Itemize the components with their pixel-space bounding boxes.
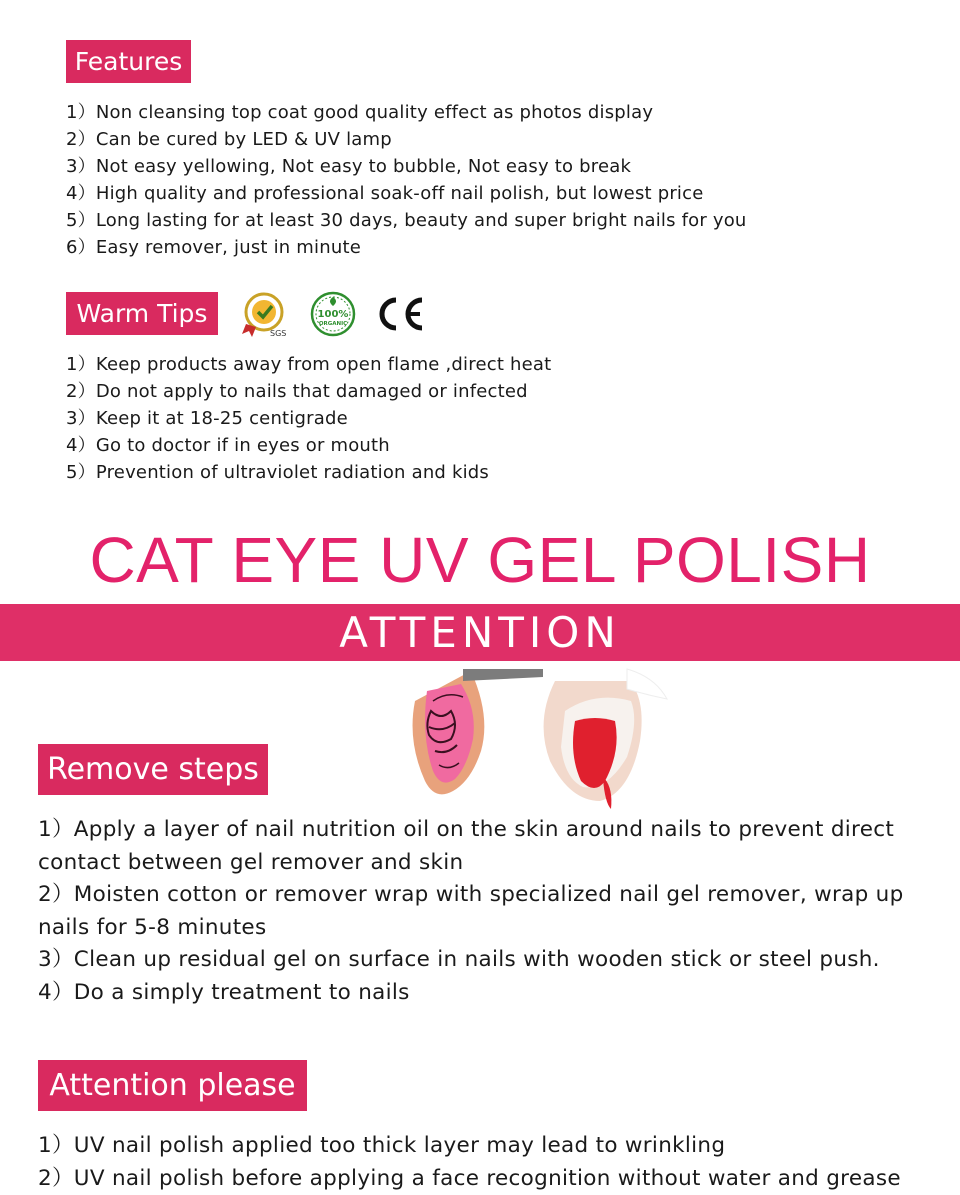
- features-heading: Features: [66, 40, 191, 83]
- warm-tips-heading: Warm Tips: [66, 292, 218, 335]
- certification-badges: [240, 290, 426, 338]
- list-item: 3）Clean up residual gel on surface in nails with wooden stick or steel push.: [38, 944, 918, 977]
- list-item: 5）Prevention of ultraviolet radiation and kids: [66, 459, 551, 486]
- attention-please-heading: Attention please: [38, 1060, 307, 1111]
- list-item: 1）Keep products away from open flame ,direct heat: [66, 351, 551, 378]
- list-item: 6）Easy remover, just in minute: [66, 234, 747, 261]
- sgs-text: SGS: [270, 329, 286, 338]
- list-item: 4）High quality and professional soak-off nail polish, but lowest price: [66, 180, 747, 207]
- list-item: 1）Non cleansing top coat good quality effect as photos display: [66, 99, 747, 126]
- warm-tips-list: [66, 351, 551, 486]
- list-item: 3）Keep it at 18-25 centigrade: [66, 405, 551, 432]
- remove-steps-heading: Remove steps: [38, 744, 268, 795]
- list-item: 2）Do not apply to nails that damaged or infected: [66, 378, 551, 405]
- list-item: 2）Can be cured by LED & UV lamp: [66, 126, 747, 153]
- list-item: 4）Go to doctor if in eyes or mouth: [66, 432, 551, 459]
- list-item: 2）Moisten cotton or remover wrap with specialized nail gel remover, wrap up nails for 5-8 minutes: [38, 879, 918, 944]
- attention-please-list: [38, 1130, 938, 1195]
- list-item: 2）UV nail polish before applying a face recognition without water and grease: [38, 1163, 938, 1195]
- list-item: 3）Not easy yellowing, Not easy to bubble, Not easy to break: [66, 153, 747, 180]
- organic-bottom-text: ORGANIC: [319, 321, 347, 327]
- list-item: 1）Apply a layer of nail nutrition oil on the skin around nails to prevent direct contact between gel remover and skin: [38, 814, 918, 879]
- ce-mark-icon: [374, 294, 426, 334]
- organic-top-text: 100%: [318, 309, 349, 320]
- list-item: 4）Do a simply treatment to nails: [38, 977, 918, 1010]
- organic-badge-icon: [310, 291, 356, 337]
- remove-steps-list: [38, 814, 918, 1009]
- product-headline: CAT EYE UV GEL POLISH: [0, 524, 960, 596]
- list-item: 1）UV nail polish applied too thick layer may lead to wrinkling: [38, 1130, 938, 1163]
- attention-band: ATTENTION: [0, 604, 960, 661]
- list-item: 5）Long lasting for at least 30 days, beauty and super bright nails for you: [66, 207, 747, 234]
- features-list: [66, 99, 747, 261]
- nail-removal-photo: [405, 661, 695, 811]
- sgs-quality-badge-icon: [240, 290, 292, 338]
